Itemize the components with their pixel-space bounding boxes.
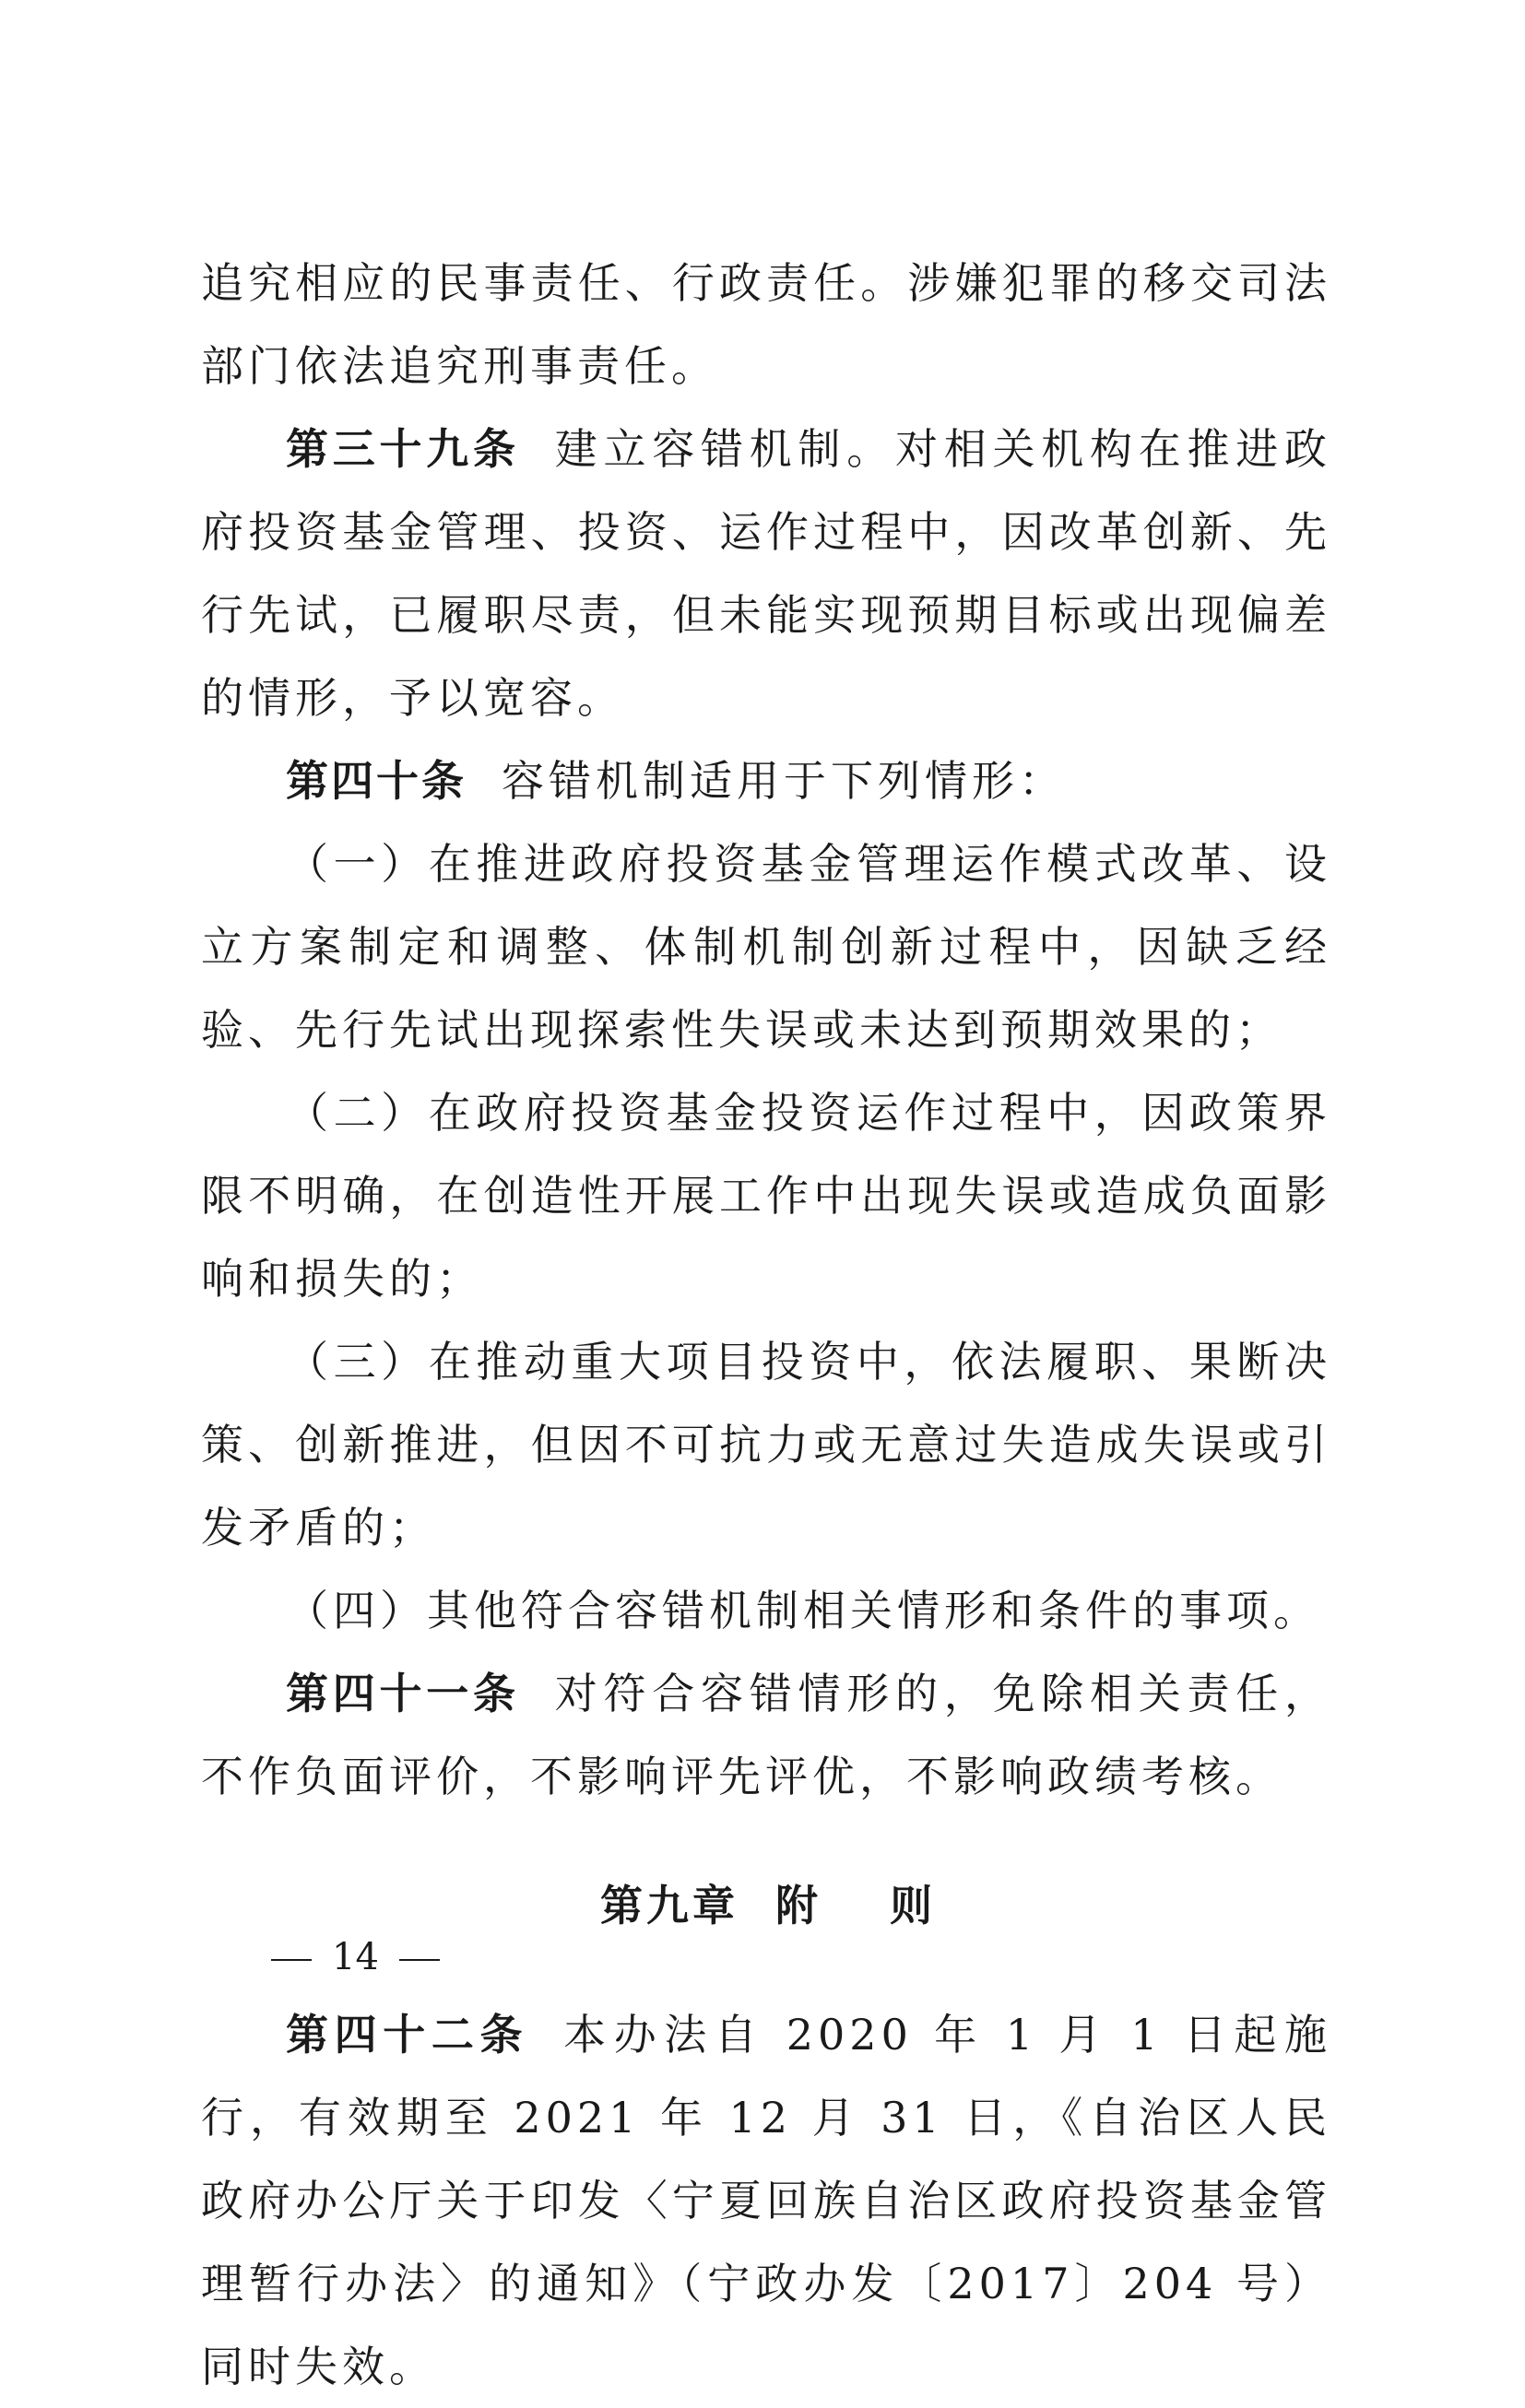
list-item-1	[201, 822, 1331, 1071]
article-label: 第四十一条	[286, 1669, 520, 1718]
article-text: 容错机制适用于下列情形：	[502, 756, 1066, 806]
article-label: 第四十条	[286, 756, 467, 806]
chapter-heading	[201, 1864, 1331, 1947]
chapter-number: 第九章	[600, 1881, 739, 1930]
paragraph-continuation	[201, 242, 1331, 407]
article-42	[201, 1993, 1331, 2408]
article-label: 第四十二条	[286, 2010, 529, 2060]
page-number-value: 14	[332, 1936, 379, 1978]
list-item-2	[201, 1071, 1331, 1320]
document-page	[201, 242, 1331, 2408]
list-item-3	[201, 1320, 1331, 1569]
list-item-text: （一）在推进政府投资基金管理运作模式改革、设立方案制定和调整、体制机制创新过程中，因缺乏经验、先行先试出现探索性失误或未达到预期效果的；	[201, 839, 1331, 1055]
page-number	[271, 1936, 440, 1978]
article-text: 建立容错机制。对相关机构在推进政府投资基金管理、投资、运作过程中，因改革创新、先行先试，已履职尽责，但未能实现预期目标或出现偏差的情形，予以宽容。	[201, 424, 1331, 723]
list-item-4	[201, 1569, 1331, 1652]
chapter-name: 附则	[775, 1881, 1004, 1930]
article-label: 第三十九条	[286, 424, 520, 474]
list-item-text: （三）在推动重大项目投资中，依法履职、果断决策、创新推进，但因不可抗力或无意过失造成失误或引发矛盾的；	[201, 1337, 1331, 1552]
list-item-text: （四）其他符合容错机制相关情形和条件的事项。	[286, 1586, 1320, 1635]
article-text: 对符合容错情形的，免除相关责任，不作负面评价，不影响评先评优，不影响政绩考核。	[201, 1669, 1331, 1801]
article-text: 本办法自 2020 年 1 月 1 日起施行，有效期至 2021 年 12 月 31 日，《自治区人民政府办公厅关于印发〈宁夏回族自治区政府投资基金管理暂行办法〉的通知》（宁政办发〔2017〕204 号）同时失效。	[201, 2010, 1331, 2391]
paragraph-text: 追究相应的民事责任、行政责任。涉嫌犯罪的移交司法部门依法追究刑事责任。	[201, 258, 1331, 391]
page-number-dash-right	[399, 1959, 440, 1961]
article-40	[201, 739, 1331, 822]
page-number-dash-left	[271, 1959, 312, 1961]
article-41	[201, 1652, 1331, 1818]
list-item-text: （二）在政府投资基金投资运作过程中，因政策界限不明确，在创造性开展工作中出现失误或造成负面影响和损失的；	[201, 1088, 1331, 1304]
article-39	[201, 407, 1331, 739]
